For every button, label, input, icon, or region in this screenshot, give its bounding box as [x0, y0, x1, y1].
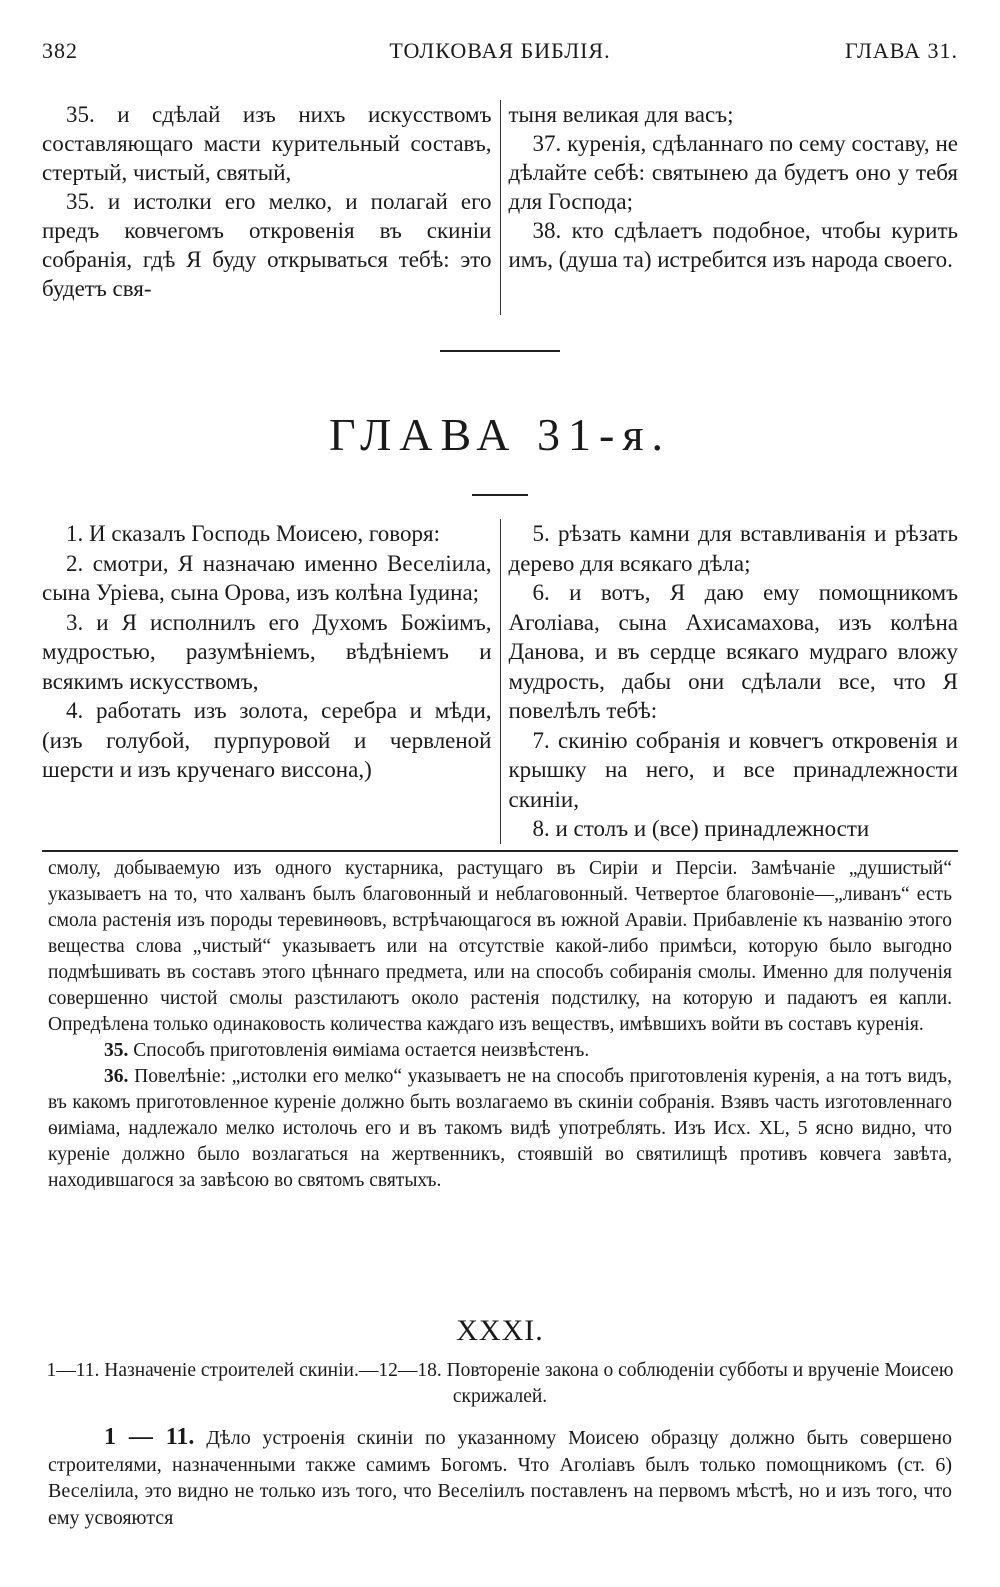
verse-text: 35. и сдѣлай изъ нихъ искусствомъ составляющаго масти курительный составъ, стертый, чистый, святый,	[42, 102, 492, 185]
running-header	[42, 38, 958, 70]
verse-text: 8. и столъ и (все) принадлежности	[532, 816, 870, 841]
commentary-text: Дѣло устроенія скиніи по указанному Моисею образцу должно быть совершено строителями, назначенными также самимъ Богомъ. Что Аголіавъ былъ только помощникомъ (ст. 6) Веселіила, это видно не только изъ того, что Веселіилъ поставленъ на первомъ мѣстѣ, но и изъ того, что ему усвояются	[48, 1427, 953, 1529]
verse-text: 37. куренія, сдѣланнаго по сему составу, не дѣлайте себѣ: святынею да будетъ оно у тебя для Господа;	[508, 131, 958, 214]
ornamental-rule	[440, 350, 560, 352]
right-column	[509, 519, 959, 844]
section-summary: 1—11. Назначеніе строителей скиніи.—12—18. Повтореніе закона о соблюденіи субботы и врученіе Моисею скрижалей.	[46, 1360, 954, 1407]
verse-number: 35.	[104, 1040, 129, 1061]
commentary-paragraph: смолу, добываемую изъ одного кустарника, растущаго въ Сиріи и Персіи. Замѣчаніе „душистый“ указываетъ на то, что халванъ былъ благовонный и неблаговонный. Четвертое благовоніе—„ливанъ“ есть смола растенія изъ породы теревинѳовъ, встрѣчающагося въ южной Аравіи. Прибавленіе къ названію этого вещества слова „чистый“ указываетъ или на отсутствіе какой-либо примѣси, которую было выгодно подмѣшивать въ составъ этого цѣннаго предмета, или на способъ собиранія смолы. Именно для полученія совершенно чистой смолы разстилаютъ около растенія подстилку, на которую и падаютъ ея капли. Опредѣлена только одинаковость количества каждаго изъ веществъ, имѣвшихъ войти въ составъ куренія.	[48, 858, 952, 1035]
verse-text: 3. и Я исполнилъ его Духомъ Божіимъ, мудростью, разумѣніемъ, вѣдѣніемъ и всякимъ искусствомъ,	[42, 609, 492, 694]
commentary-text: Способъ приготовленія ѳиміама остается неизвѣстенъ.	[133, 1040, 590, 1061]
verse-number: 36.	[104, 1066, 129, 1087]
verse-text: 6. и вотъ, Я даю ему помощникомъ Аголіава, сына Ахисамахова, изъ колѣна Данова, и въ сердце всякаго мудраго вложу мудрость, дабы они сдѣлали все, что Я повелѣлъ тебѣ:	[508, 580, 958, 723]
left-column	[42, 100, 492, 315]
verse-text: 2. смотри, Я назначаю именно Веселіила, сына Уріева, сына Орова, изъ колѣна Іудина;	[42, 550, 492, 605]
verse-range: 1 — 11.	[104, 1424, 195, 1450]
right-column	[509, 100, 959, 315]
commentary-separator	[42, 850, 958, 852]
verse-columns-top	[42, 100, 958, 315]
column-divider	[500, 100, 501, 315]
running-title: ТОЛКОВАЯ БИБЛІЯ.	[389, 38, 611, 63]
commentary-bottom	[48, 1424, 952, 1531]
page-number: 382	[42, 38, 78, 63]
verse-text: 38. кто сдѣлаетъ подобное, чтобы курить имъ, (душа та) истребится изъ народа своего.	[508, 218, 958, 272]
commentary-paragraph	[48, 1064, 952, 1194]
verse-text: тыня великая для васъ;	[508, 102, 734, 127]
verse-text: 7. скинію собранія и ковчегъ откровенія и крышку на него, и все принадлежности скиніи,	[508, 727, 958, 812]
verse-text: 5. рѣзать камни для вставливанія и рѣзать дерево для всякаго дѣла;	[508, 521, 958, 576]
running-chapter: ГЛАВА 31.	[844, 38, 958, 63]
verse-text: 4. работать изъ золота, серебра и мѣди, (изъ голубой, пурпуровой и червленой шерсти и изъ крученаго виссона,)	[42, 698, 492, 782]
commentary-paragraph	[48, 1424, 952, 1531]
chapter-heading: ГЛАВА 31-я.	[328, 409, 672, 460]
commentary-paragraph	[48, 1038, 952, 1064]
verse-text: 1. И сказалъ Господь Моисею, говоря:	[66, 521, 440, 546]
left-column	[42, 519, 492, 844]
commentary-top	[48, 856, 952, 1194]
section-number: XXXI.	[456, 1314, 544, 1347]
commentary-text: Повелѣніе: „истолки его мелко“ указываетъ не на способъ приготовленія куренія, а на тотъ видъ, въ какомъ приготовленное куреніе должно быть возлагаемо въ скиніи собранія. Взявъ часть изготовленнаго ѳиміама, надлежало мелко истолочь его и въ такомъ видѣ употреблять. Изъ Исх. XL, 5 ясно видно, что куреніе должно было возлагаться на жертвенникъ, стоявшій во святилищѣ противъ ковчега завѣта, находившагося за завѣсою во святомъ святыхъ.	[48, 1066, 953, 1191]
ornamental-rule	[472, 494, 528, 496]
column-divider	[500, 519, 501, 844]
verse-text: 35. и истолки его мелко, и полагай его предъ ковчегомъ откровенія въ скиніи собранія, гдѣ Я буду открываться тебѣ: это будетъ свя-	[42, 189, 492, 301]
verse-columns-chapter	[42, 519, 958, 844]
